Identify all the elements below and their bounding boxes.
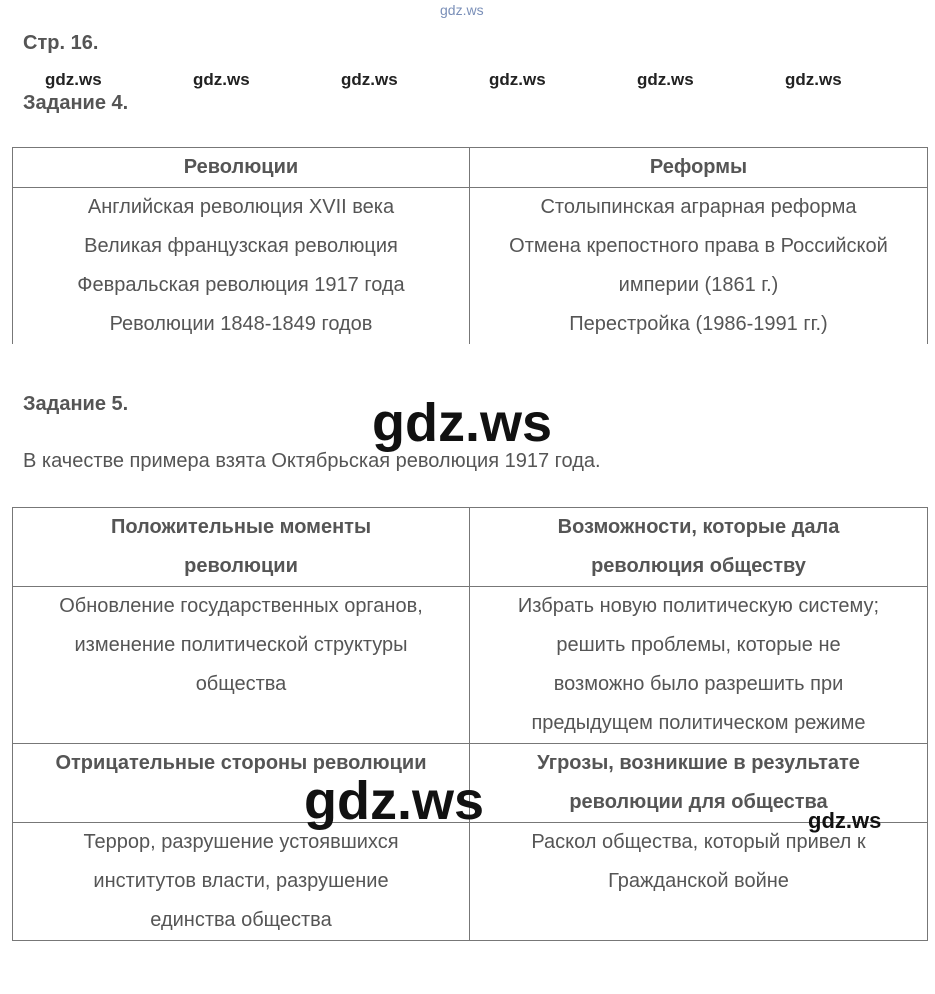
task4-table [12, 147, 928, 344]
task4-header-revolutions: Революции [13, 148, 470, 188]
reform-item: Столыпинская аграрная реформа [540, 196, 857, 218]
task4-header-reforms: Реформы [470, 148, 928, 188]
header-line: Отрицательные стороны революции [55, 752, 427, 774]
header-line: Положительные моменты [110, 516, 372, 538]
watermark-row-item: gdz.ws [45, 70, 102, 89]
page-label: Стр. 16. [23, 32, 99, 54]
watermark-row-item: gdz.ws [637, 70, 694, 89]
watermark-big-1: gdz.ws [372, 393, 553, 453]
header-line: Угрозы, возникшие в результате [537, 752, 860, 774]
task5-title: Задание 5. [23, 393, 129, 415]
task4-revolutions-cell [13, 188, 470, 345]
watermark-row-item: gdz.ws [341, 70, 398, 89]
header-line: революции для общества [569, 791, 828, 813]
revolution-item: Английская революция XVII века [87, 196, 395, 218]
cell-line: изменение политической структуры [74, 634, 408, 656]
reform-item: Отмена крепостного права в Российской [509, 235, 888, 257]
cell-line: Раскол общества, который привел к [531, 831, 866, 853]
threats-cell [470, 823, 928, 941]
cell-line: единства общества [150, 909, 332, 931]
positive-cell [13, 587, 470, 744]
header-opportunities [470, 508, 928, 587]
watermark-big-2: gdz.ws [304, 771, 485, 831]
watermark-row-item: gdz.ws [785, 70, 842, 89]
header-line: Возможности, которые дала [557, 516, 840, 538]
task4-reforms-cell [470, 188, 928, 345]
header-positive [13, 508, 470, 587]
opportunities-cell [470, 587, 928, 744]
revolution-item: Великая французская революция [84, 235, 398, 257]
watermark-row-item: gdz.ws [193, 70, 250, 89]
cell-line: общества [195, 673, 287, 695]
revolution-item: Февральская революция 1917 года [77, 274, 405, 296]
watermark-top: gdz.ws [440, 2, 484, 18]
header-line: революции [184, 555, 298, 577]
task4-title: Задание 4. [23, 92, 129, 114]
cell-line: предыдущем политическом режиме [531, 712, 866, 734]
reform-item: Перестройка (1986-1991 гг.) [569, 313, 828, 335]
cell-line: возможно было разрешить при [553, 673, 844, 695]
cell-line: Избрать новую политическую систему; [517, 595, 880, 617]
negative-cell [13, 823, 470, 941]
cell-line: Обновление государственных органов, [59, 595, 423, 617]
cell-line: Гражданской войне [608, 870, 789, 892]
watermark-row-item: gdz.ws [489, 70, 546, 89]
watermark-small-right: gdz.ws [808, 808, 882, 833]
reform-item: империи (1861 г.) [618, 274, 779, 296]
header-line: революция обществу [591, 555, 806, 577]
revolution-item: Революции 1848-1849 годов [109, 313, 373, 335]
cell-line: институтов власти, разрушение [93, 870, 389, 892]
task5-intro: В качестве примера взята Октябрьская революция 1917 года. [23, 450, 601, 472]
cell-line: Террор, разрушение устоявшихся [83, 831, 399, 853]
cell-line: решить проблемы, которые не [556, 634, 841, 656]
task5-table [12, 507, 928, 941]
